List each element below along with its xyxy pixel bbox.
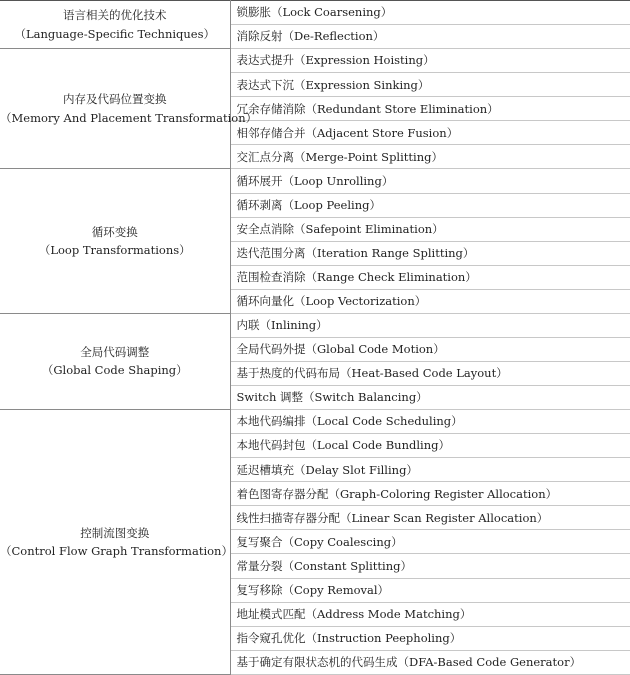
- category-cell: [0, 313, 230, 409]
- technique-cell: 冗余存储消除（Redundant Store Elimination）: [230, 97, 630, 121]
- technique-cell: 本地代码编排（Local Code Scheduling）: [230, 410, 630, 434]
- technique-cell: 延迟槽填充（Delay Slot Filling）: [230, 458, 630, 482]
- technique-cell: 复写聚合（Copy Coalescing）: [230, 530, 630, 554]
- technique-cell: 全局代码外提（Global Code Motion）: [230, 337, 630, 361]
- category-cell: [0, 49, 258, 169]
- technique-cell: 锁膨胀（Lock Coarsening）: [230, 1, 630, 25]
- technique-cell: 迭代范围分离（Iteration Range Splitting）: [230, 241, 630, 265]
- technique-cell: 安全点消除（Safepoint Elimination）: [230, 217, 630, 241]
- technique-cell: 相邻存储合并（Adjacent Store Fusion）: [230, 121, 630, 145]
- optimization-table-body: [0, 1, 630, 675]
- table-row: [0, 410, 630, 434]
- category-name-en: （Global Code Shaping）: [41, 363, 188, 378]
- technique-cell: 消除反射（De-Reflection）: [230, 25, 630, 49]
- table-row: [0, 1, 630, 25]
- technique-cell: 基于确定有限状态机的代码生成（DFA-Based Code Generator）: [230, 650, 630, 674]
- table-row: [0, 313, 630, 337]
- technique-cell: 本地代码封包（Local Code Bundling）: [230, 434, 630, 458]
- technique-cell: 线性扫描寄存器分配（Linear Scan Register Allocation）: [230, 506, 630, 530]
- category-cell: [0, 1, 230, 49]
- technique-cell: 基于热度的代码布局（Heat-Based Code Layout）: [230, 361, 630, 385]
- table-row: [0, 169, 630, 193]
- technique-cell: 地址模式匹配（Address Mode Matching）: [230, 602, 630, 626]
- category-name-zh: 全局代码调整: [80, 345, 150, 360]
- technique-cell: 指令窥孔优化（Instruction Peepholing）: [230, 626, 630, 650]
- category-cell: [0, 410, 233, 675]
- category-name-zh: 语言相关的优化技术: [63, 8, 167, 23]
- category-name-en: （Control Flow Graph Transformation）: [0, 543, 233, 558]
- technique-cell: 着色图寄存器分配（Graph-Coloring Register Allocation）: [230, 482, 630, 506]
- technique-cell: 循环展开（Loop Unrolling）: [230, 169, 630, 193]
- category-name-en: （Loop Transformations）: [38, 243, 191, 258]
- technique-cell: 内联（Inlining）: [230, 313, 630, 337]
- category-name-en: （Memory And Placement Transformation）: [0, 110, 258, 125]
- category-name-zh: 循环变换: [91, 224, 138, 239]
- technique-cell: 表达式提升（Expression Hoisting）: [230, 49, 630, 73]
- category-name-zh: 控制流图变换: [80, 525, 150, 540]
- table-row: [0, 49, 630, 73]
- technique-cell: 循环剥离（Loop Peeling）: [230, 193, 630, 217]
- technique-cell: 复写移除（Copy Removal）: [230, 578, 630, 602]
- technique-cell: 循环向量化（Loop Vectorization）: [230, 289, 630, 313]
- technique-cell: 表达式下沉（Expression Sinking）: [230, 73, 630, 97]
- technique-cell: 范围检查消除（Range Check Elimination）: [230, 265, 630, 289]
- category-name-zh: 内存及代码位置变换: [63, 92, 167, 107]
- category-name-en: （Language-Specific Techniques）: [14, 26, 215, 41]
- technique-cell: Switch 调整（Switch Balancing）: [230, 386, 630, 410]
- technique-cell: 常量分裂（Constant Splitting）: [230, 554, 630, 578]
- technique-cell: 交汇点分离（Merge-Point Splitting）: [230, 145, 630, 169]
- category-cell: [0, 169, 230, 313]
